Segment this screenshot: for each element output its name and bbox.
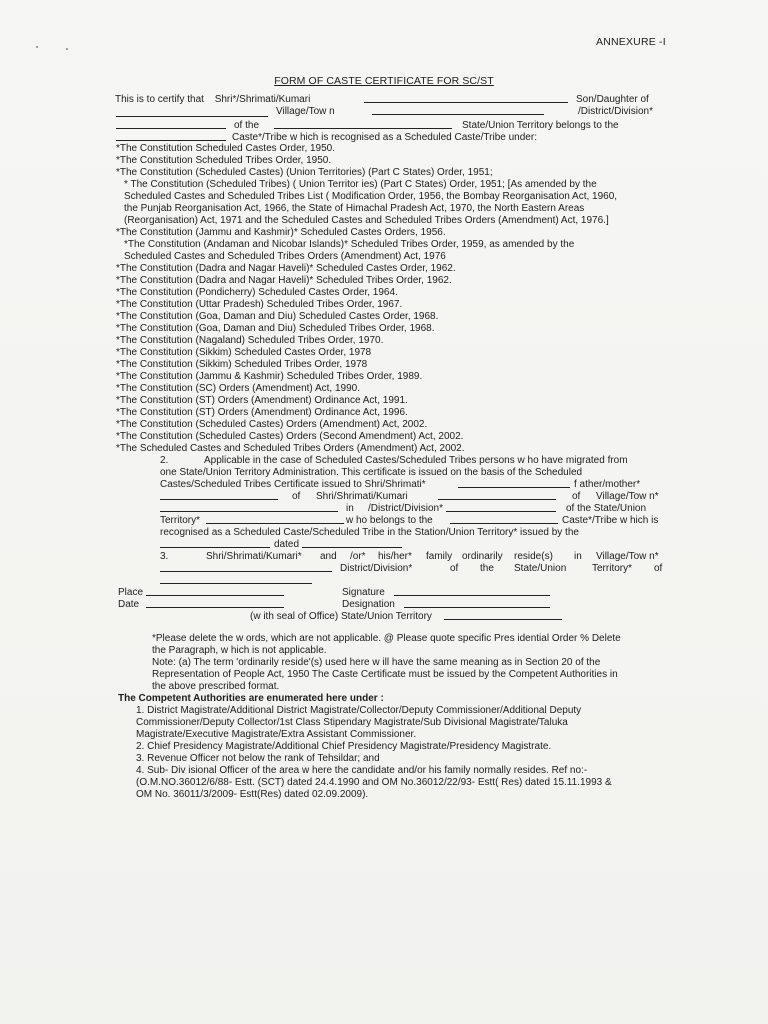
date-field-blank xyxy=(146,598,284,608)
district-label: /District/Division* xyxy=(578,106,654,117)
designation-label: Designation xyxy=(342,599,395,610)
order-line: *The Constitution Scheduled Castes Order, 1950. xyxy=(116,143,336,154)
para2-line: Castes/Scheduled Tribes Certificate issued to Shri/Shrimati* xyxy=(160,479,426,490)
blank xyxy=(446,502,556,512)
order-line: *The Constitution (ST) Orders (Amendment) Ordinance Act, 1991. xyxy=(116,395,408,406)
signature-blank xyxy=(394,586,550,596)
son-daughter-label: Son/Daughter of xyxy=(576,94,649,105)
note-line: the above prescribed format. xyxy=(152,681,280,692)
order-line: *The Constitution (SC) Orders (Amendment) Act, 1990. xyxy=(116,383,360,394)
para2-in: in xyxy=(346,503,354,514)
certify-shri: Shri*/Shrimati/Kumari xyxy=(214,94,311,105)
para3-number: 3. xyxy=(160,551,169,562)
form-title: FORM OF CASTE CERTIFICATE FOR SC/ST xyxy=(274,75,494,87)
order-line: *The Scheduled Castes and Scheduled Tribes Orders (Amendment) Act, 2002. xyxy=(116,443,465,454)
para3-word: the xyxy=(480,563,494,574)
para3-word: Territory* xyxy=(592,563,633,574)
para3-word: his/her* xyxy=(378,551,412,562)
order-line: *The Constitution (Pondicherry) Scheduled Castes Order, 1964. xyxy=(116,287,398,298)
order-line: *The Constitution (Dadra and Nagar Haveli)* Scheduled Tribes Order, 1962. xyxy=(116,275,452,286)
blank xyxy=(438,490,556,500)
para2-shri: Shri/Shrimati/Kumari xyxy=(316,491,408,502)
note-line: *Please delete the w ords, which are not applicable. @ Please quote specific Pres idential Order % Delete xyxy=(152,633,621,644)
para2-belongs: w ho belongs to the xyxy=(346,515,433,526)
order-line: *The Constitution (ST) Orders (Amendment) Ordinance Act, 1996. xyxy=(116,407,408,418)
of-the-label: of the xyxy=(234,120,260,131)
order-line: *The Constitution (Goa, Daman and Diu) Scheduled Castes Order, 1968. xyxy=(116,311,439,322)
order-line: *The Constitution Scheduled Tribes Order, 1950. xyxy=(116,155,332,166)
district-blank xyxy=(116,119,226,129)
blank xyxy=(206,514,344,524)
blank xyxy=(160,490,278,500)
para3-word: /or* xyxy=(350,551,366,562)
authorities-heading: The Competent Authorities are enumerated here under : xyxy=(118,693,384,704)
blank xyxy=(160,502,338,512)
para2-number: 2. xyxy=(160,455,169,466)
note-line: Note: (a) The term 'ordinarily reside'(s) used here w ill have the same meaning as in Section 20 of the xyxy=(152,657,601,668)
para3-word: in xyxy=(574,551,582,562)
authority-line: 4. Sub- Div isional Officer of the area w here the candidate and/or his family normally resides. Ref no:- xyxy=(136,765,588,776)
order-line: *The Constitution (Nagaland) Scheduled Tribes Order, 1970. xyxy=(116,335,384,346)
authority-line: OM No. 36011/3/2009- Estt(Res) dated 02.09.2009). xyxy=(136,789,369,800)
order-line: *The Constitution (Sikkim) Scheduled Tribes Order, 1978 xyxy=(116,359,368,370)
para3-word: State/Union xyxy=(514,563,567,574)
authority-line: Magistrate/Executive Magistrate/Extra Assistant Commissioner. xyxy=(136,729,417,740)
place-blank xyxy=(146,586,284,596)
authority-line: 2. Chief Presidency Magistrate/Additional Chief Presidency Magistrate/Presidency Magistrate. xyxy=(136,741,552,752)
caste-tribe-label: Caste*/Tribe w hich is recognised as a Scheduled Caste/Tribe under: xyxy=(232,132,537,143)
parent-blank xyxy=(116,107,268,117)
para3-word: and xyxy=(320,551,337,562)
note-line: Representation of People Act, 1950 The Caste Certificate must be issued by the Competent Authorities in xyxy=(152,669,618,680)
order-line: *The Constitution (Uttar Pradesh) Scheduled Tribes Order, 1967. xyxy=(116,299,403,310)
annexure-label: ANNEXURE -I xyxy=(596,36,666,48)
para3-word: reside(s) xyxy=(514,551,553,562)
signature-label: Signature xyxy=(342,587,385,598)
para3-word: ordinarily xyxy=(462,551,503,562)
blank xyxy=(160,562,332,572)
para3-word: family xyxy=(426,551,453,562)
para3-word: of xyxy=(450,563,459,574)
order-line: *The Constitution (Jammu & Kashmir) Scheduled Tribes Order, 1989. xyxy=(116,371,423,382)
order-line: *The Constitution (Scheduled Castes) (Union Territories) (Part C States) Order, 1951; xyxy=(116,167,493,178)
authority-line: 1. District Magistrate/Additional District Magistrate/Collector/Deputy Commissioner/Additional Deputy xyxy=(136,705,582,716)
authority-line: 3. Revenue Officer not below the rank of Tehsildar; and xyxy=(136,753,380,764)
authority-line: Commissioner/Deputy Collector/1st Class Stipendary Magistrate/Sub Divisional Magistrate/Taluka xyxy=(136,717,568,728)
state-ut-label: State/Union Territory belongs to the xyxy=(462,120,619,131)
caste-blank xyxy=(116,131,226,141)
order-line: *The Constitution (Scheduled Castes) Orders (Amendment) Act, 2002. xyxy=(116,419,428,430)
order-line: *The Constitution (Goa, Daman and Diu) Scheduled Tribes Order, 1968. xyxy=(116,323,435,334)
blank xyxy=(450,514,558,524)
order-line: Scheduled Castes and Scheduled Tribes List ( Modification Order, 1956, the Bombay Reorganisation Act, 1960, xyxy=(124,191,618,202)
para2-state-union: of the State/Union xyxy=(566,503,647,514)
date-blank xyxy=(302,538,402,548)
seal-label: (w ith seal of Office) State/Union Territory xyxy=(250,611,432,622)
para2-line: recognised as a Scheduled Caste/Scheduled Tribe in the Station/Union Territory* issued by the xyxy=(160,527,579,538)
authority-line: (O.M.NO.36012/6/88- Estt. (SCT) dated 24.4.1990 and OM No.36012/22/93- Estt( Res) dated 15.11.1993 & xyxy=(136,777,612,788)
place-label: Place xyxy=(118,587,144,598)
order-line: *The Constitution (Scheduled Castes) Orders (Second Amendment) Act, 2002. xyxy=(116,431,464,442)
order-line: * The Constitution (Scheduled Tribes) ( Union Territor ies) (Part C States) Order, 1951; [As amended by the xyxy=(124,179,597,190)
para3-word: of xyxy=(654,563,663,574)
para2-dated: dated xyxy=(274,539,300,550)
order-line: the Punjab Reorganisation Act, 1966, the State of Himachal Pradesh Act, 1970, the North Eastern Areas xyxy=(124,203,585,214)
order-line: *The Constitution (Dadra and Nagar Haveli)* Scheduled Castes Order, 1962. xyxy=(116,263,456,274)
date-label: Date xyxy=(118,599,140,610)
order-line: *The Constitution (Andaman and Nicobar Islands)* Scheduled Tribes Order, 1959, as amended by the xyxy=(124,239,575,250)
para2-line: one State/Union Territory Administration. This certificate is issued on the basis of the Scheduled xyxy=(160,467,583,478)
order-line: *The Constitution (Jammu and Kashmir)* Scheduled Castes Orders, 1956. xyxy=(116,227,446,238)
name-blank xyxy=(364,93,568,103)
order-line: Scheduled Castes and Scheduled Tribes Orders (Amendment) Act, 1976 xyxy=(124,251,446,262)
para2-village: Village/Tow n* xyxy=(596,491,659,502)
scan-speck xyxy=(36,46,38,48)
para2-territory: Territory* xyxy=(160,515,201,526)
para3-word: District/Division* xyxy=(340,563,413,574)
certify-intro: This is to certify that xyxy=(115,94,204,105)
para2-caste-tribe: Caste*/Tribe w hich is xyxy=(562,515,659,526)
village-town-label: Village/Tow n xyxy=(276,106,335,117)
order-line: *The Constitution (Sikkim) Scheduled Castes Order, 1978 xyxy=(116,347,372,358)
para3-word: Village/Tow n* xyxy=(596,551,659,562)
designation-blank xyxy=(404,598,550,608)
note-line: the Paragraph, w hich is not applicable. xyxy=(152,645,327,656)
order-line: (Reorganisation) Act, 1971 and the Scheduled Castes and Scheduled Tribes Orders (Amendment) Act, 1976.] xyxy=(124,215,609,226)
para2-of: of xyxy=(292,491,301,502)
para2-of: of xyxy=(572,491,581,502)
para2-line: Applicable in the case of Scheduled Castes/Scheduled Tribes persons w ho have migrated from xyxy=(204,455,628,466)
seal-blank xyxy=(444,610,562,620)
para2-district: /District/Division* xyxy=(368,503,444,514)
scan-speck xyxy=(66,48,68,50)
certify-line-1 xyxy=(115,94,310,105)
para3-shri: Shri/Shrimati/Kumari* xyxy=(206,551,302,562)
village-blank xyxy=(372,105,544,115)
parent-name-blank xyxy=(458,478,570,488)
para2-father-mother: f ather/mother* xyxy=(574,479,641,490)
blank xyxy=(160,574,312,584)
state-blank xyxy=(274,119,452,129)
blank xyxy=(160,538,270,548)
